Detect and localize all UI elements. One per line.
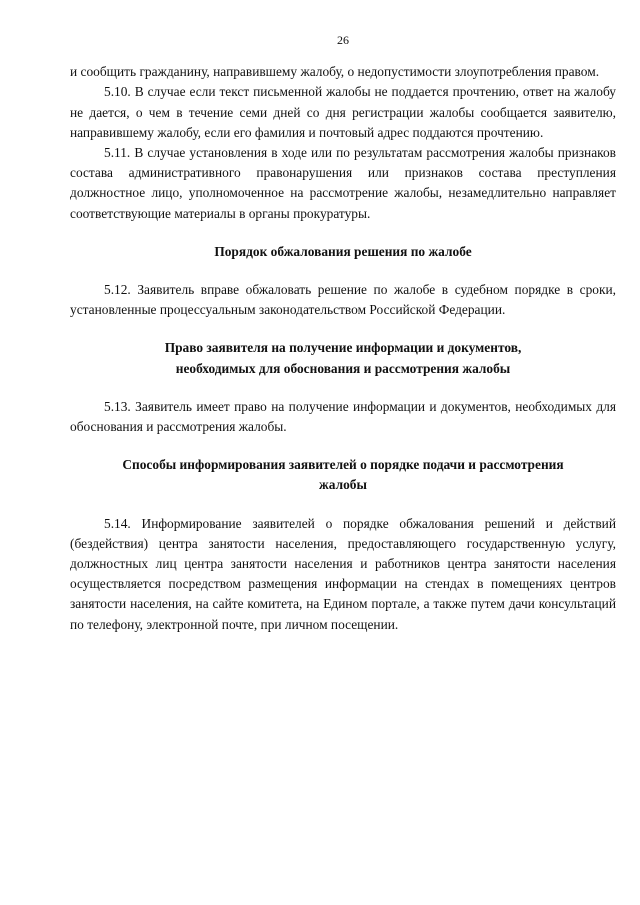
- heading-right-to-information-line-2: необходимых для обоснования и рассмотрения жалобы: [175, 360, 511, 376]
- document-page: [70, 30, 616, 635]
- paragraph-5-12: 5.12. Заявитель вправе обжаловать решение по жалобе в судебном порядке в сроки, установленные процессуальным законодательством Российской Федерации.: [70, 282, 616, 318]
- heading-right-to-information-line-1: Право заявителя на получение информации и документов,: [164, 340, 522, 356]
- heading-informing-methods-line-2: жалобы: [319, 477, 367, 493]
- paragraph-5-14: 5.14. Информирование заявителей о порядке обжалования решений и действий (бездействия) центра занятости населения, предоставляющего государственную услугу, должностных лиц центра занятости населения и работников центра занятости населения осуществляется посредством размещения информации на стендах в помещениях центров занятости населения, на сайте комитета, на Едином портале, а также путем дачи консультаций по телефону, электронной почте, при личном посещении.: [70, 515, 616, 632]
- heading-informing-methods: [70, 455, 616, 495]
- paragraph-5-10: 5.10. В случае если текст письменной жалобы не поддается прочтению, ответ на жалобу не дается, о чем в течение семи дней со дня регистрации жалобы сообщается заявителю, направившему жалобу, если его фамилия и почтовый адрес поддаются прочтению.: [70, 84, 616, 140]
- paragraph-5-13: 5.13. Заявитель имеет право на получение информации и документов, необходимых для обоснования и рассмотрения жалобы.: [70, 398, 616, 435]
- page-number: 26: [337, 33, 349, 47]
- paragraph-5-11: 5.11. В случае установления в ходе или по результатам рассмотрения жалобы признаков состава административного правонарушения или признаков состава преступления должностное лицо, уполномоченное на рассмотрение жалобы, незамедлительно направляет соответствующие материалы в органы прокуратуры.: [70, 145, 616, 221]
- heading-appeal-procedure: Порядок обжалования решения по жалобе: [214, 243, 472, 259]
- heading-informing-methods-line-1: Способы информирования заявителей о порядке подачи и рассмотрения: [122, 457, 564, 473]
- paragraph-continuation: и сообщить гражданину, направившему жалобу, о недопустимости злоупотребления правом.: [70, 64, 600, 80]
- heading-right-to-information: [70, 338, 616, 378]
